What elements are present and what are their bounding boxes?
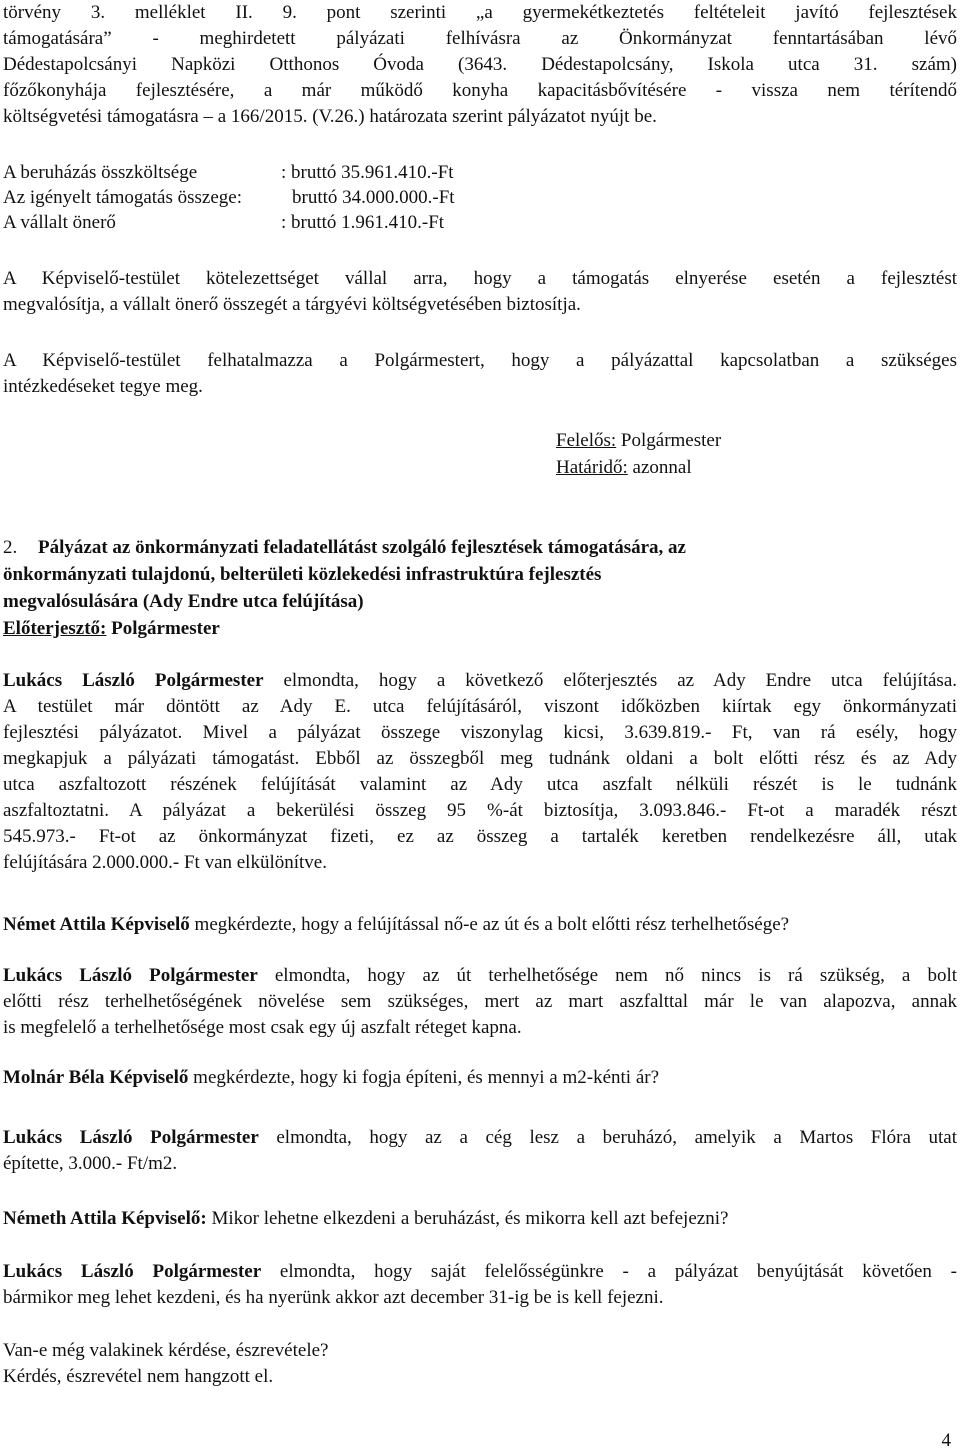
authorization-line-2: intézkedéseket tegye meg. bbox=[3, 376, 203, 397]
cost-value: : bruttó 1.961.410.-Ft bbox=[281, 212, 445, 233]
responsible-value: Polgármester bbox=[616, 430, 722, 451]
discussion-entry bbox=[3, 1259, 957, 1311]
closing-line-2: Kérdés, észrevétel nem hangzott el. bbox=[3, 1366, 274, 1387]
intro-line-5: költségvetési támogatásra – a 166/2015. (V.26.) határozata szerint pályázatot nyújt be. bbox=[3, 106, 657, 127]
speaker-name: Lukács László Polgármester bbox=[3, 965, 258, 986]
closing-paragraph bbox=[3, 1338, 957, 1390]
discussion-line: Molnár Béla Képviselő megkérdezte, hogy ki fogja építeni, és mennyi a m2-kénti ár? bbox=[3, 1067, 660, 1088]
discussion-line: építette, 3.000.- Ft/m2. bbox=[3, 1153, 178, 1174]
cost-row-own-contribution bbox=[3, 210, 445, 236]
responsible-label: Felelős: bbox=[556, 430, 617, 451]
discussion-line: is megfelelő a terhelhetősége most csak egy új aszfalt réteget kapna. bbox=[3, 1017, 522, 1038]
section-title-continued bbox=[3, 561, 957, 642]
section-title bbox=[38, 534, 957, 561]
authorization-paragraph bbox=[3, 348, 957, 400]
discussion-entry bbox=[3, 668, 957, 876]
presenter-value: Polgármester bbox=[106, 618, 220, 639]
speaker-name: Német Attila Képviselő bbox=[3, 914, 190, 935]
speaker-name: Lukács László Polgármester bbox=[3, 1261, 262, 1282]
discussion-line: fejlesztési pályázatot. Mivel a pályázat összege viszonylag kicsi, 3.639.819.- Ft, van rá esély, hogy bbox=[3, 722, 957, 743]
discussion-line: Német Attila Képviselő megkérdezte, hogy a felújítással nő-e az út és a bolt előtti rész terhelhetősége? bbox=[3, 914, 790, 935]
cost-row-requested bbox=[3, 185, 455, 211]
discussion-line: A testület már döntött az Ady E. utca felújításáról, viszont időközben kiírtak egy önkormányzati bbox=[3, 696, 957, 717]
cost-label: A vállalt önerő bbox=[3, 212, 116, 233]
section-title-line-3: megvalósulására (Ady Endre utca felújítása) bbox=[3, 591, 364, 612]
commitment-line-2: megvalósítja, a vállalt önerő összegét a tárgyévi költségvetésében biztosítja. bbox=[3, 294, 581, 315]
deadline-line bbox=[556, 454, 692, 482]
discussion-line: utca aszfaltozott részének felújítását valamint az Ady utca aszfalt nélküli részét is le tudnánk bbox=[3, 774, 957, 795]
deadline-label: Határidő: bbox=[556, 457, 628, 478]
section-title-line-1: Pályázat az önkormányzati feladatellátást szolgáló fejlesztések támogatására, az bbox=[38, 537, 686, 558]
discussion-line: aszfaltoztatni. A pályázat a bekerülési összeg 95 %-át biztosítja, 3.093.846.- Ft-ot a maradék részt bbox=[3, 800, 957, 821]
discussion-line: Lukács László Polgármester elmondta, hogy saját felelősségünkre - a pályázat benyújtását követően - bbox=[3, 1261, 957, 1282]
presenter-line bbox=[3, 615, 957, 642]
section-number: 2. bbox=[3, 537, 18, 558]
discussion-line: Lukács László Polgármester elmondta, hogy az út terhelhetősége nem nő nincs is rá szükség, a bolt bbox=[3, 965, 958, 986]
discussion-line: Németh Attila Képviselő: Mikor lehetne elkezdeni a beruházást, és mikorra kell azt befejezni? bbox=[3, 1208, 729, 1229]
discussion-entry bbox=[3, 912, 957, 938]
closing-line-1: Van-e még valakinek kérdése, észrevétele? bbox=[3, 1340, 329, 1361]
discussion-line: megkapjuk a pályázati támogatást. Ebből az összegből meg tudnánk oldani a bolt előtti rész és az Ady bbox=[3, 748, 957, 769]
speaker-name: Molnár Béla Képviselő bbox=[3, 1067, 189, 1088]
cost-label: Az igényelt támogatás összege: bbox=[3, 187, 243, 208]
discussion-line: előtti rész terhelhetőségének növelése sem szükséges, mert az mart aszfalttal már le van alapozva, annak bbox=[3, 991, 957, 1012]
intro-line-1: törvény 3. melléklet II. 9. pont szerinti „a gyermekétkeztetés feltételeit javító fejlesztések bbox=[3, 2, 957, 23]
intro-line-3: Dédestapolcsányi Napközi Otthonos Óvoda (3643. Dédestapolcsány, Iskola utca 31. szám) bbox=[3, 54, 957, 75]
discussion-entry bbox=[3, 963, 957, 1041]
cost-label: A beruházás összköltsége bbox=[3, 162, 198, 183]
cost-row-total bbox=[3, 160, 454, 186]
intro-line-4: főzőkonyhája fejlesztésére, a már működő konyha kapacitásbővítésére - vissza nem térítendő bbox=[3, 80, 957, 101]
intro-line-2: támogatására” - meghirdetett pályázati felhívásra az Önkormányzat fenntartásában lévő bbox=[3, 28, 957, 49]
section-2-heading bbox=[3, 534, 957, 646]
discussion-entry bbox=[3, 1065, 957, 1091]
discussion-line: 545.973.- Ft-ot az önkormányzat fizeti, ez az összeg a tartalék keretben rendelkezésre áll, utak bbox=[3, 826, 957, 847]
commitment-line-1: A Képviselő-testület kötelezettséget vállal arra, hogy a támogatás elnyerése esetén a fejlesztést bbox=[3, 268, 957, 289]
cost-value: bruttó 34.000.000.-Ft bbox=[292, 187, 455, 208]
discussion-entry bbox=[3, 1125, 957, 1177]
discussion-line: bármikor meg lehet kezdeni, és ha nyerünk akkor azt december 31-ig be is kell fejezni. bbox=[3, 1287, 664, 1308]
cost-table bbox=[3, 160, 957, 240]
page-number: 4 bbox=[941, 1430, 951, 1451]
discussion-line: felújítására 2.000.000.- Ft van elkülönítve. bbox=[3, 852, 327, 873]
speaker-name: Lukács László Polgármester bbox=[3, 670, 264, 691]
presenter-label: Előterjesztő: bbox=[3, 618, 107, 639]
responsible-line bbox=[556, 427, 721, 455]
discussion-line: Lukács László Polgármester elmondta, hogy az a cég lesz a beruházó, amelyik a Martos Flóra utat bbox=[3, 1127, 957, 1148]
discussion-entry bbox=[3, 1206, 957, 1232]
cost-value: : bruttó 35.961.410.-Ft bbox=[281, 162, 454, 183]
authorization-line-1: A Képviselő-testület felhatalmazza a Polgármestert, hogy a pályázattal kapcsolatban a szükséges bbox=[3, 350, 957, 371]
speaker-name: Németh Attila Képviselő: bbox=[3, 1208, 207, 1229]
intro-paragraph bbox=[3, 0, 957, 130]
deadline-value: azonnal bbox=[627, 457, 692, 478]
discussion-line: Lukács László Polgármester elmondta, hogy a következő előterjesztés az Ady Endre utca felújítása. bbox=[3, 670, 957, 691]
commitment-paragraph bbox=[3, 266, 957, 318]
section-title-line-2: önkormányzati tulajdonú, belterületi közlekedési infrastruktúra fejlesztés bbox=[3, 564, 602, 585]
speaker-name: Lukács László Polgármester bbox=[3, 1127, 259, 1148]
